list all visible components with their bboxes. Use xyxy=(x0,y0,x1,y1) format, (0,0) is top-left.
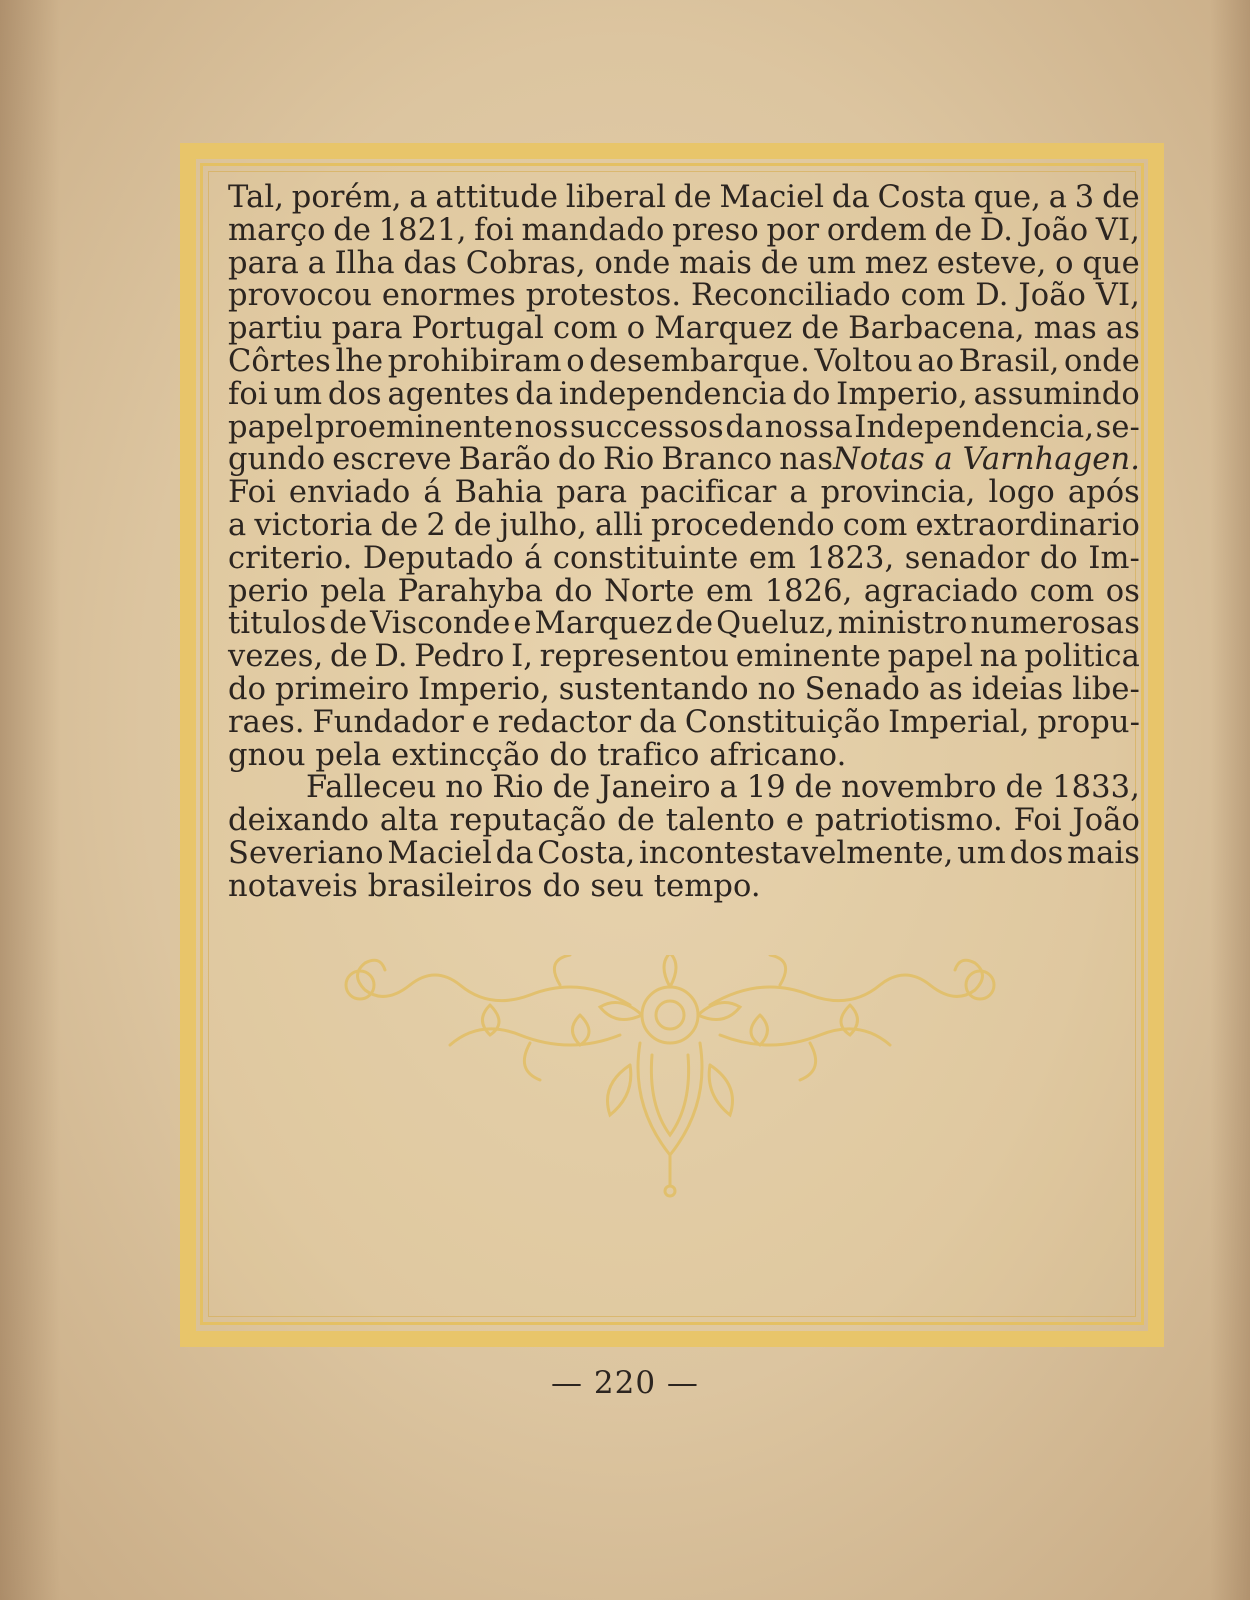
word: agentes xyxy=(387,376,510,412)
word: Fundador xyxy=(312,704,464,740)
word: provocou xyxy=(228,278,372,314)
word: representou xyxy=(539,639,730,675)
word: escreve xyxy=(332,442,452,478)
word: de xyxy=(673,180,712,215)
text-line xyxy=(228,772,1140,805)
word: libe- xyxy=(1072,671,1140,707)
text-line-content xyxy=(228,343,1140,379)
word: politica xyxy=(1024,639,1140,675)
word: e xyxy=(785,803,804,839)
text-line xyxy=(228,573,1140,609)
text-line-content xyxy=(228,835,1140,871)
word: Pedro xyxy=(414,639,505,675)
word: do xyxy=(228,671,267,707)
word: Norte xyxy=(604,573,695,609)
word: na xyxy=(979,639,1018,675)
word: Senado xyxy=(804,671,920,707)
word: pela xyxy=(320,573,387,609)
word: ordem xyxy=(826,212,927,248)
word: um xyxy=(807,245,856,281)
word: Branco xyxy=(661,442,773,478)
word: successos xyxy=(570,409,724,445)
word: Imperio, xyxy=(418,671,550,707)
word: de xyxy=(675,606,714,642)
word: julho, xyxy=(499,507,587,543)
word: Foi xyxy=(1013,803,1062,839)
word: as xyxy=(1105,311,1140,347)
word: vezes, xyxy=(228,639,324,675)
text-line-content xyxy=(228,280,1140,313)
word: papel xyxy=(887,639,974,675)
word: enormes xyxy=(381,278,516,314)
word: á xyxy=(524,540,543,576)
text-line xyxy=(228,376,1140,412)
word: pacificar xyxy=(640,475,777,511)
word: Deputado xyxy=(362,540,514,576)
word: por xyxy=(766,212,820,248)
word: no xyxy=(445,770,484,806)
word: gundo xyxy=(228,442,326,478)
word: a xyxy=(1048,180,1068,215)
word: onde xyxy=(1063,343,1140,379)
text-line-content xyxy=(228,805,1140,838)
text-line xyxy=(228,313,1140,346)
body-text xyxy=(228,182,1140,904)
word: e xyxy=(513,606,532,642)
word: da xyxy=(831,180,870,215)
word: ministro xyxy=(837,606,968,642)
word: provincia, xyxy=(820,475,976,511)
word: Bahia xyxy=(454,475,544,511)
word: Janeiro xyxy=(599,770,711,806)
word: para xyxy=(556,475,628,511)
text-line xyxy=(228,671,1140,707)
word: criterio. xyxy=(228,540,353,576)
word: Barão xyxy=(458,442,551,478)
word: Marquez xyxy=(534,606,673,642)
word: João xyxy=(1020,212,1089,248)
word: Costa xyxy=(877,180,966,215)
text-line xyxy=(228,280,1140,313)
text-line-content: gnou pela extincção do trafico africano. xyxy=(228,737,847,773)
word: I, xyxy=(511,639,534,675)
word: de xyxy=(617,803,655,839)
word: enviado xyxy=(288,475,411,511)
word: de xyxy=(329,639,368,675)
word: para xyxy=(331,311,403,347)
text-line xyxy=(228,737,1140,773)
word: redactor xyxy=(497,704,632,740)
word: Imperial, xyxy=(888,704,1030,740)
word: da xyxy=(639,704,677,740)
word: Severiano xyxy=(228,835,384,871)
word: de xyxy=(552,770,591,806)
text-line-content xyxy=(228,182,1140,215)
word: porém, xyxy=(291,180,402,215)
text-line xyxy=(228,835,1140,871)
word: preso xyxy=(672,212,759,248)
word: Queluz, xyxy=(716,606,835,642)
word: após xyxy=(1067,475,1140,511)
word: para xyxy=(228,245,299,281)
text-line xyxy=(228,704,1140,740)
citation-title: Notas a Varnhagen. xyxy=(833,442,1140,478)
word: D. xyxy=(979,212,1014,248)
word: Côrtes xyxy=(228,343,331,379)
word: 1821, xyxy=(378,212,467,248)
word: eminente xyxy=(735,639,881,675)
text-line-with-citation xyxy=(228,444,1140,477)
word: D. xyxy=(975,278,1009,314)
text-line xyxy=(228,182,1140,215)
word: reputação xyxy=(449,803,607,839)
word: primeiro xyxy=(274,671,410,707)
text-line-content xyxy=(228,313,1140,346)
word: partiu xyxy=(228,311,323,347)
text-line-content xyxy=(228,477,1140,510)
word: Falleceu xyxy=(306,770,437,806)
text-line xyxy=(228,245,1140,281)
word: ideias xyxy=(971,671,1064,707)
word: propu- xyxy=(1037,704,1140,740)
word: nossa xyxy=(764,409,853,445)
word: foi xyxy=(474,212,514,248)
word: raes. xyxy=(228,704,305,740)
word: Imperio, xyxy=(836,376,968,412)
word: deixando xyxy=(228,803,370,839)
word: as xyxy=(928,671,963,707)
text-line-content xyxy=(306,772,1140,805)
word: Barbacena, xyxy=(848,311,1025,347)
word: Rio xyxy=(603,442,655,478)
word: mas xyxy=(1033,311,1097,347)
word: 19 xyxy=(746,770,786,806)
word: com xyxy=(553,311,618,347)
word: João xyxy=(1018,278,1086,314)
word: mez xyxy=(864,245,929,281)
word: talento xyxy=(665,803,775,839)
word: 1826, xyxy=(764,573,853,609)
word: 1823, xyxy=(806,540,895,576)
word: no xyxy=(757,671,796,707)
word: de xyxy=(333,212,372,248)
word: se- xyxy=(1095,409,1140,445)
page-edge-shadow-right xyxy=(1210,0,1250,1600)
text-line xyxy=(228,641,1140,674)
word: logo xyxy=(988,475,1055,511)
word: Visconde xyxy=(370,606,511,642)
word: Rio xyxy=(492,770,544,806)
word: Costa, xyxy=(537,835,636,871)
word: março xyxy=(228,212,326,248)
word: constituinte xyxy=(552,540,739,576)
word: victoria xyxy=(254,507,373,543)
text-line xyxy=(228,805,1140,838)
word: mais xyxy=(1067,835,1140,871)
word: Reconciliado xyxy=(691,278,891,314)
word: Im- xyxy=(1088,540,1140,576)
text-line xyxy=(228,212,1140,248)
word: de xyxy=(934,212,973,248)
word: a xyxy=(719,770,738,806)
text-line-content xyxy=(228,409,1140,445)
word: que xyxy=(1082,245,1140,281)
word: Marquez xyxy=(654,311,793,347)
word: nos xyxy=(514,409,569,445)
text-line-content xyxy=(228,444,833,477)
word: alli xyxy=(595,507,643,543)
text-line-content xyxy=(228,641,1140,674)
word: esteve, xyxy=(936,245,1047,281)
word: protestos. xyxy=(525,278,682,314)
word: D. xyxy=(374,639,408,675)
word: de xyxy=(329,606,368,642)
word: a xyxy=(409,180,428,215)
word: assumindo xyxy=(973,376,1140,412)
word: com xyxy=(900,278,966,314)
word: o xyxy=(566,343,585,379)
word: das xyxy=(403,245,457,281)
word: do xyxy=(554,573,593,609)
text-line-content xyxy=(228,376,1140,412)
word: e xyxy=(471,704,490,740)
word: da xyxy=(725,409,764,445)
text-line xyxy=(228,507,1140,543)
text-line-content xyxy=(228,245,1140,281)
word: procedendo xyxy=(650,507,835,543)
text-line-content xyxy=(228,671,1140,707)
floral-vignette-icon xyxy=(330,955,1010,1205)
word: onde xyxy=(594,245,671,281)
word: que, xyxy=(973,180,1041,215)
word: de xyxy=(1102,180,1140,215)
word: 1833, xyxy=(1052,770,1140,806)
word: proeminente xyxy=(315,409,514,445)
word: desembarque. xyxy=(589,343,810,379)
word: do xyxy=(1039,540,1078,576)
text-line-content xyxy=(228,212,1140,248)
word: 2 xyxy=(426,507,446,543)
word: senador xyxy=(904,540,1030,576)
text-line xyxy=(228,868,1140,904)
word: dos xyxy=(1009,835,1064,871)
word: prohibiram xyxy=(387,343,562,379)
word: o xyxy=(1055,245,1074,281)
word: perio xyxy=(228,573,309,609)
word: 3 xyxy=(1074,180,1095,215)
word: dos xyxy=(327,376,382,412)
text-line-content xyxy=(228,704,1140,740)
word: os xyxy=(1105,573,1140,609)
word: novembro xyxy=(841,770,997,806)
word: sustentando xyxy=(558,671,749,707)
word: Parahyba xyxy=(397,573,544,609)
word: Voltou xyxy=(814,343,913,379)
word: incontestavelmente, xyxy=(639,835,954,871)
word: do xyxy=(557,442,596,478)
word: de xyxy=(794,770,833,806)
text-line-content xyxy=(228,507,1140,543)
word: lhe xyxy=(335,343,384,379)
word: com xyxy=(842,507,908,543)
word: foi xyxy=(228,376,268,412)
word: alta xyxy=(379,803,439,839)
word: Independencia, xyxy=(854,409,1095,445)
word: um xyxy=(957,835,1006,871)
text-line-content: notaveis brasileiros do seu tempo. xyxy=(228,868,761,904)
word: a xyxy=(307,245,326,281)
word: numerosas xyxy=(970,606,1140,642)
text-line-content xyxy=(228,608,1140,641)
word: o xyxy=(626,311,646,347)
word: VI, xyxy=(1095,278,1140,314)
word: papel xyxy=(228,409,314,445)
word: independencia xyxy=(558,376,787,412)
word: de xyxy=(1005,770,1044,806)
word: á xyxy=(423,475,442,511)
word: João xyxy=(1072,803,1140,839)
word: com xyxy=(1029,573,1095,609)
word: de xyxy=(760,245,799,281)
word: attitude xyxy=(435,180,559,215)
word: Portugal xyxy=(411,311,544,347)
word: Maciel xyxy=(719,180,825,215)
word: Cobras, xyxy=(465,245,586,281)
text-line xyxy=(228,343,1140,379)
word: mandado xyxy=(521,212,665,248)
word: do xyxy=(792,376,831,412)
word: da xyxy=(515,376,554,412)
word: ao xyxy=(917,343,955,379)
word: de xyxy=(801,311,840,347)
text-line xyxy=(228,608,1140,641)
word: patriotismo. xyxy=(814,803,1003,839)
word: um xyxy=(273,376,323,412)
word: liberal xyxy=(565,180,667,215)
word: a xyxy=(228,507,247,543)
word: de xyxy=(380,507,419,543)
page-number: — 220 — xyxy=(551,1365,699,1401)
word: extraordinario xyxy=(915,507,1140,543)
text-line-content xyxy=(228,573,1140,609)
text-line xyxy=(228,409,1140,445)
word: Maciel xyxy=(387,835,492,871)
word: da xyxy=(495,835,534,871)
text-line xyxy=(228,477,1140,510)
word: em xyxy=(748,540,797,576)
page-edge-shadow-left xyxy=(0,0,60,1600)
word: titulos xyxy=(228,606,327,642)
text-line xyxy=(228,540,1140,576)
word: nas xyxy=(779,442,834,478)
word: agraciado xyxy=(863,573,1019,609)
word: de xyxy=(453,507,492,543)
word: mais xyxy=(679,245,753,281)
word: Ilha xyxy=(334,245,395,281)
word: Constituição xyxy=(684,704,881,740)
word: Foi xyxy=(228,475,276,511)
text-line-content xyxy=(228,540,1140,576)
word: Brasil, xyxy=(958,343,1060,379)
word: Tal, xyxy=(228,180,285,215)
word: em xyxy=(705,573,754,609)
word: a xyxy=(789,475,808,511)
word: VI, xyxy=(1095,212,1140,248)
